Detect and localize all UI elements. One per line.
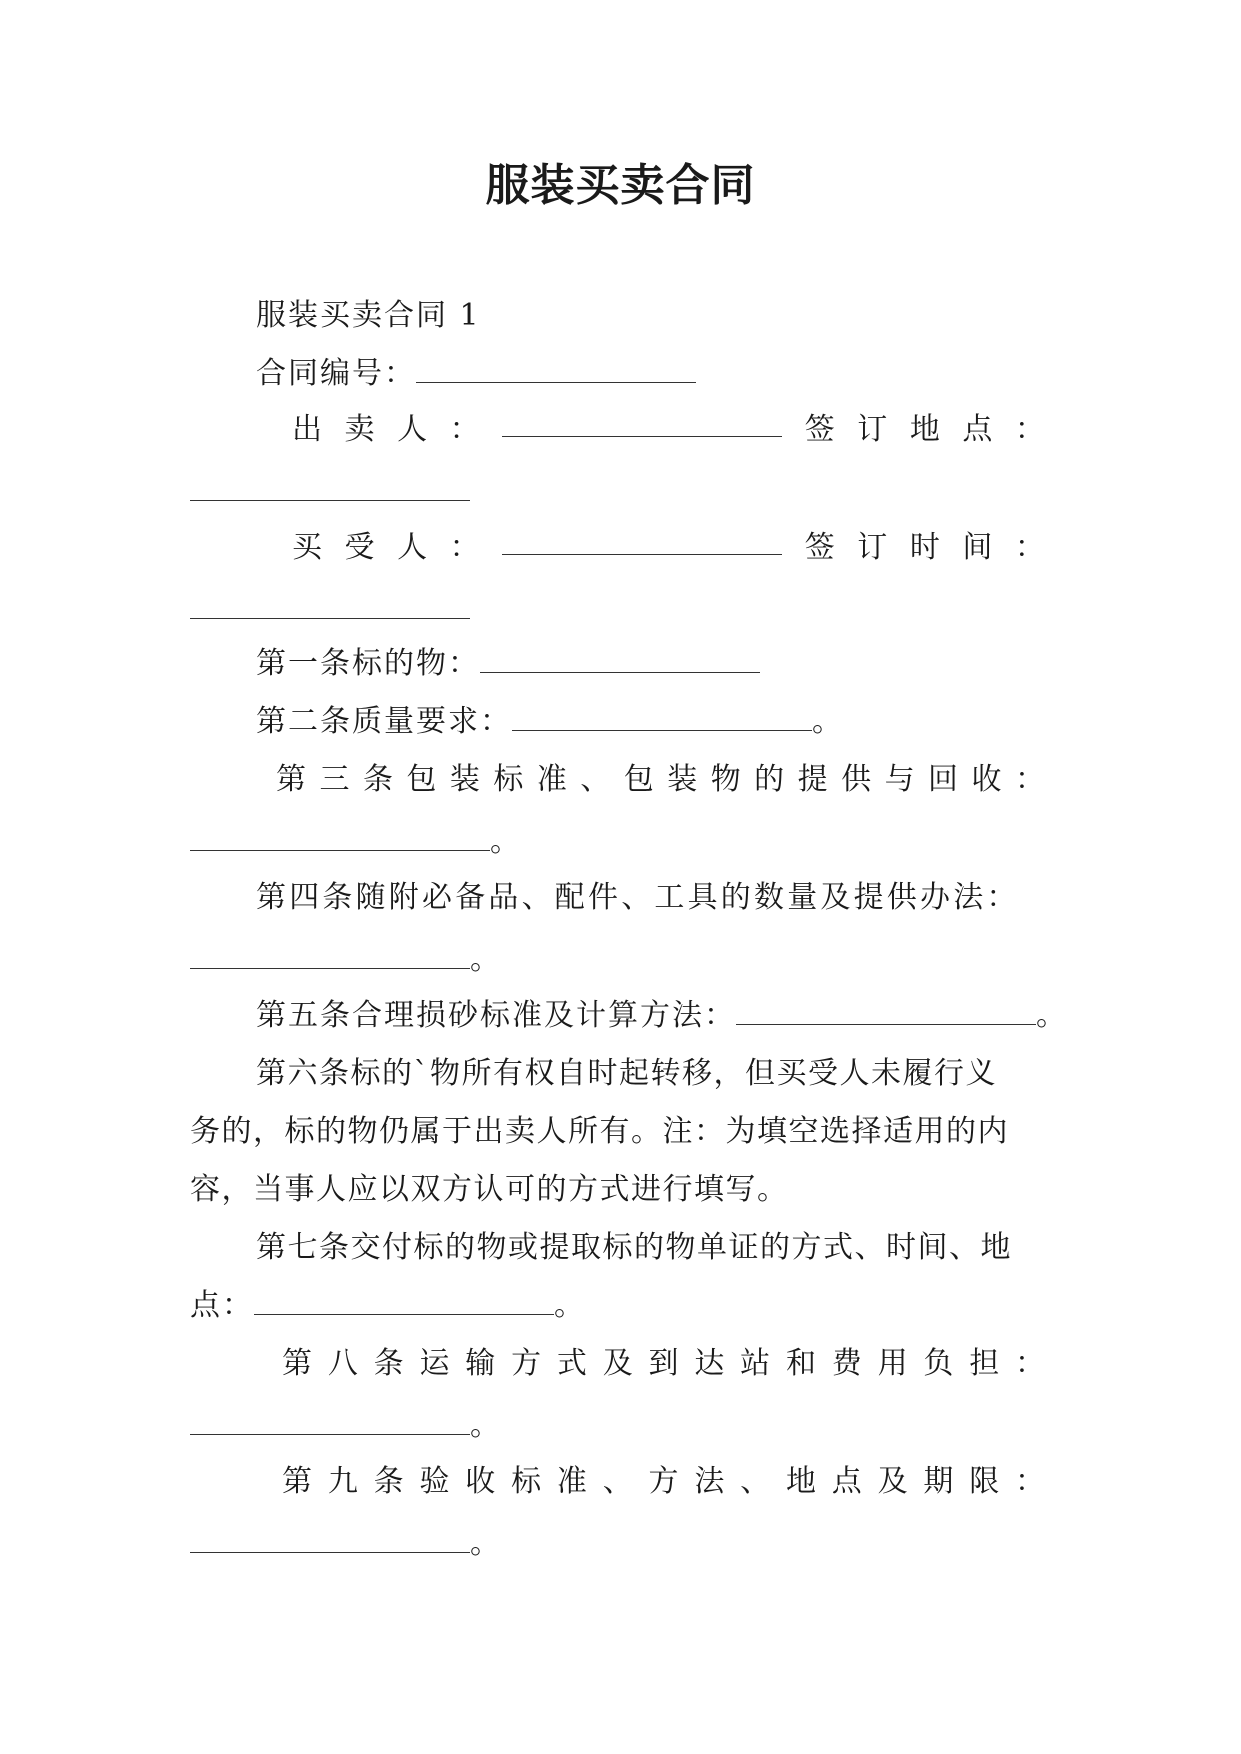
article-3-blank (190, 824, 490, 851)
article-5-blank (736, 998, 1036, 1025)
contract-number-blank (416, 356, 696, 383)
article-9-blank (190, 1526, 470, 1553)
article-1-blank (480, 646, 760, 673)
article-8-blank (190, 1408, 470, 1435)
sign-place-blank (190, 474, 470, 501)
contract-number-line (256, 354, 1045, 394)
contract-number-label: 合同编号： (256, 356, 416, 391)
seller-blank (502, 410, 782, 437)
article-8-blank-line: 。 (190, 1406, 1045, 1446)
article-7-blank (254, 1288, 554, 1315)
article-7-line-1: 第七条交付标的物或提取标的物单证的方式、时间、地 (256, 1230, 1012, 1265)
article-3: 第 三 条 包 装 标 准 、 包 装 物 的 提 供 与 回 收 ： (276, 762, 1045, 797)
sign-time-blank-line (190, 590, 1045, 630)
subtitle: 服装买卖合同 1 (256, 298, 481, 333)
article-6-line-1: 第六条标的`物所有权自时起转移，但买受人未履行义 (256, 1056, 997, 1091)
buyer-line: 买 受 人 ： 签 订 时 间 ： (292, 530, 1045, 565)
article-9: 第 九 条 验 收 标 准 、 方 法 、 地 点 及 期 限 ： (282, 1464, 1045, 1499)
article-9-blank-line: 。 (190, 1524, 1045, 1564)
article-4-blank (190, 942, 470, 969)
article-2-blank (512, 704, 812, 731)
seller-line: 出 卖 人 ： 签 订 地 点 ： (292, 412, 1045, 447)
article-3-blank-line: 。 (190, 822, 1045, 862)
article-6-line-3: 容，当事人应以双方认可的方式进行填写。 (190, 1172, 789, 1207)
article-7-line-2: 点： 。 (190, 1288, 586, 1323)
article-6-line-2: 务的，标的物仍属于出卖人所有。注：为填空选择适用的内 (190, 1114, 1009, 1149)
article-8: 第 八 条 运 输 方 式 及 到 达 站 和 费 用 负 担 ： (282, 1346, 1045, 1381)
article-4-blank-line: 。 (190, 940, 1045, 980)
page-title: 服装买卖合同 (485, 160, 756, 211)
article-1: 第一条标的物： (256, 644, 1045, 684)
buyer-blank (502, 528, 782, 555)
article-2: 第二条质量要求： 。 (256, 704, 844, 739)
article-5: 第五条合理损砂标准及计算方法： 。 (256, 998, 1068, 1033)
sign-time-blank (190, 592, 470, 619)
sign-place-blank-line (190, 472, 1045, 512)
article-4: 第四条随附必备品、配件、工具的数量及提供办法： (256, 880, 1020, 915)
